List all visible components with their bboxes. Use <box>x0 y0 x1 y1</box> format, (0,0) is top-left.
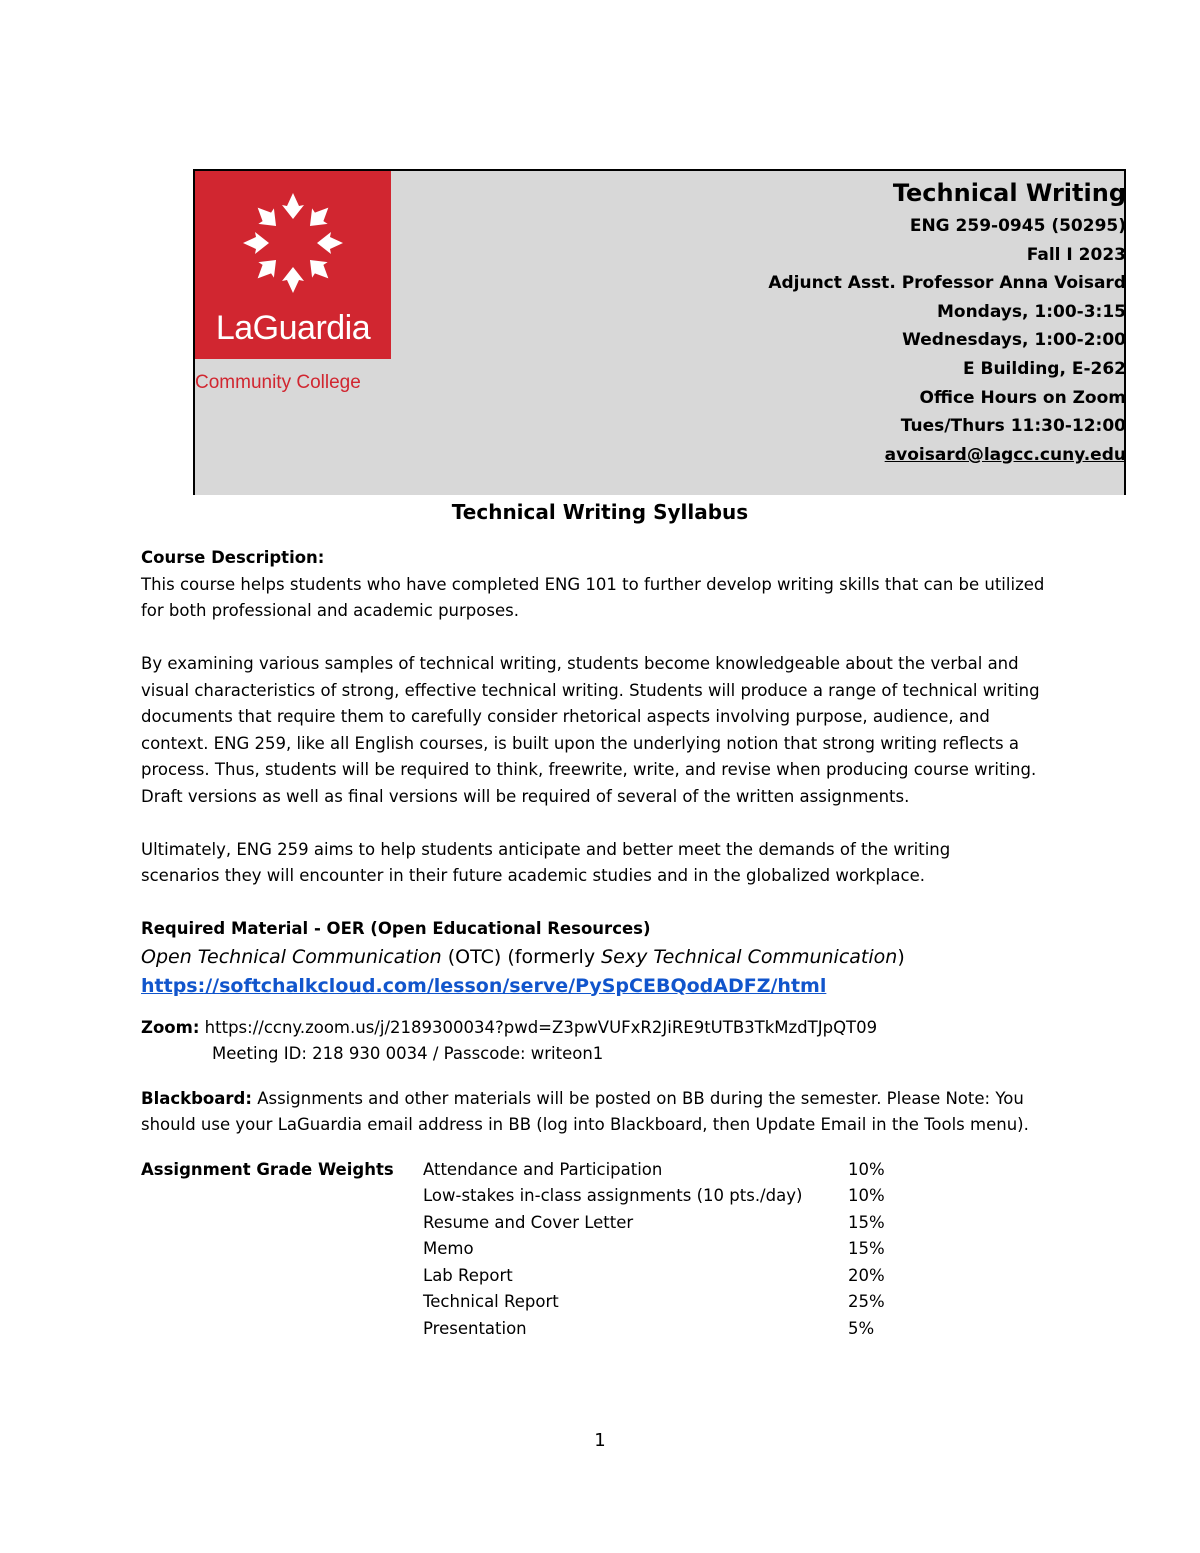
description-line: Ultimately, ENG 259 aims to help students anticipate and better meet the demands of the writing <box>141 839 951 859</box>
course-title: Technical Writing <box>892 179 1126 207</box>
grade-weights <box>141 1157 1101 1343</box>
description-line: documents that require them to carefully consider rhetorical aspects involving purpose, audience, and <box>141 707 990 726</box>
grade-weights-percents <box>848 1157 908 1343</box>
grade-weights-items <box>423 1157 848 1343</box>
zoom-line <box>141 1015 1101 1042</box>
weight-item: Attendance and Participation <box>423 1159 663 1179</box>
description-line: Draft versions as well as final versions will be required of several of the written assignments. <box>141 786 910 806</box>
description-line: This course helps students who have completed ENG 101 to further develop writing skills that can be utilized <box>141 574 1045 594</box>
zoom-url[interactable]: https://ccny.zoom.us/j/2189300034?pwd=Z3pwVUFxR2JiRE9tUTB3TkMzdTJpQT09 <box>199 1017 878 1037</box>
weight-item: Lab Report <box>423 1265 513 1285</box>
weight-pct: 10% <box>848 1159 885 1179</box>
logo-subtitle: Community College <box>195 372 361 393</box>
weight-pct: 15% <box>848 1212 885 1232</box>
logo-petal <box>250 200 284 234</box>
description-line: context. ENG 259, like all English courses, is built upon the underlying notion that strong writing reflects a <box>141 733 1019 753</box>
blackboard-line <box>141 1086 1101 1113</box>
textbook-title <box>141 943 1101 971</box>
blackboard-label: Blackboard: <box>141 1088 252 1108</box>
weight-item: Presentation <box>423 1318 527 1338</box>
zoom-label: Zoom: <box>141 1017 200 1037</box>
textbook-middle: (OTC) (formerly <box>441 945 602 968</box>
description-line: process. Thus, students will be required to think, freewrite, write, and revise when producing course writing. <box>141 760 1037 779</box>
office-hours-label: Office Hours on Zoom <box>919 387 1126 408</box>
term: Fall I 2023 <box>1026 244 1126 265</box>
syllabus-body <box>141 545 1101 1342</box>
weight-item: Resume and Cover Letter <box>423 1212 634 1232</box>
description-line: By examining various samples of technical writing, students become knowledgeable about the verbal and <box>141 654 1019 673</box>
course-code: ENG 259-0945 (50295) <box>909 216 1126 236</box>
textbook-close: ) <box>897 945 905 968</box>
logo-petal <box>302 252 336 286</box>
blackboard-line-2: should use your LaGuardia email address in BB (log into Blackboard, then Update Email in the Tools menu). <box>141 1115 1029 1134</box>
logo-petal <box>317 232 343 254</box>
course-info <box>768 176 1126 469</box>
zoom-meeting-id: Meeting ID: 218 930 0034 / Passcode: writeon1 <box>212 1044 604 1063</box>
material-heading: Required Material - OER (Open Educational Resources) <box>141 919 651 938</box>
location: E Building, E-262 <box>962 358 1126 379</box>
logo-petal <box>302 200 336 234</box>
logo-petal <box>282 267 304 293</box>
weight-pct: 20% <box>848 1265 885 1285</box>
schedule-wednesday: Wednesdays, 1:00-2:00 <box>902 330 1126 351</box>
weight-item: Low-stakes in-class assignments (10 pts./day) <box>423 1186 803 1205</box>
textbook-title-italic: Open Technical Communication <box>141 945 442 968</box>
page-title: Technical Writing Syllabus <box>451 500 749 524</box>
weight-item: Technical Report <box>423 1292 559 1311</box>
logo-name: LaGuardia <box>215 309 371 347</box>
logo-petal <box>250 252 284 286</box>
textbook-link[interactable]: https://softchalkcloud.com/lesson/serve/PySpCEBQodADFZ/html <box>141 974 827 997</box>
weight-pct: 10% <box>848 1186 885 1205</box>
weight-item: Memo <box>423 1239 474 1258</box>
instructor-email[interactable]: avoisard@lagcc.cuny.edu <box>884 444 1126 465</box>
page-number: 1 <box>594 1430 606 1451</box>
laguardia-logo <box>195 171 391 359</box>
description-line: for both professional and academic purposes. <box>141 601 519 620</box>
course-description-heading: Course Description: <box>141 548 325 567</box>
grade-weights-label: Assignment Grade Weights <box>141 1159 394 1179</box>
textbook-former-title: Sexy Technical Communication <box>601 945 898 968</box>
blackboard-text: Assignments and other materials will be posted on BB during the semester. Please Note: You <box>251 1088 1024 1108</box>
schedule-monday: Mondays, 1:00-3:15 <box>936 301 1126 322</box>
description-line: visual characteristics of strong, effective technical writing. Students will produce a range of technical writing <box>141 680 1040 700</box>
instructor: Adjunct Asst. Professor Anna Voisard <box>768 273 1126 294</box>
weight-pct: 25% <box>848 1292 885 1311</box>
weight-pct: 5% <box>848 1318 875 1338</box>
description-line: scenarios they will encounter in their future academic studies and in the globalized workplace. <box>141 866 925 885</box>
office-hours-time: Tues/Thurs 11:30-12:00 <box>900 416 1126 437</box>
logo-petal <box>282 193 304 219</box>
logo-petal <box>243 232 269 254</box>
weight-pct: 15% <box>848 1239 885 1258</box>
